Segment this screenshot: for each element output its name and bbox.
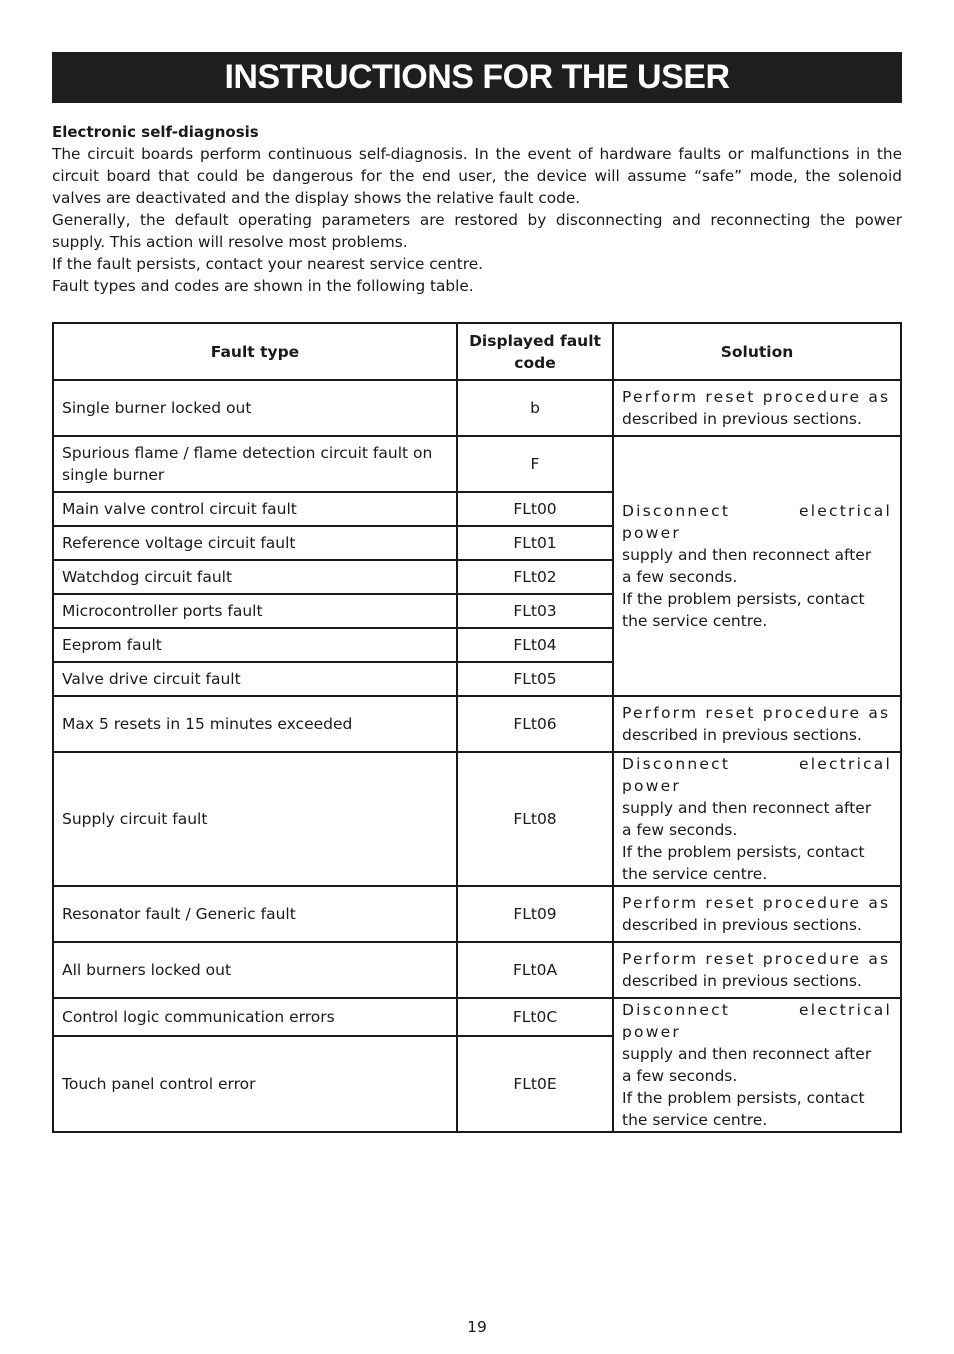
- solution-cell: [613, 696, 901, 752]
- solution-line: the service centre.: [622, 1111, 768, 1129]
- header-fault-type: Fault type: [53, 323, 457, 380]
- fault-type-cell: Supply circuit fault: [53, 752, 457, 886]
- table-row: [53, 436, 901, 492]
- fault-type-cell: Single burner locked out: [53, 380, 457, 436]
- solution-line: If the problem persists, contact: [622, 1089, 865, 1107]
- solution-line: Perform reset procedure as: [622, 950, 891, 968]
- solution-cell: [613, 998, 901, 1132]
- fault-type-cell: Valve drive circuit fault: [53, 662, 457, 696]
- solution-line: a few seconds.: [622, 568, 738, 586]
- fault-type-cell: Watchdog circuit fault: [53, 560, 457, 594]
- intro-paragraph-2: Generally, the default operating parameters are restored by disconnecting and reconnecting the power supply. This action will resolve most problems.: [52, 211, 902, 251]
- fault-code-cell: FLt04: [457, 628, 613, 662]
- fault-type-cell: Control logic communication errors: [53, 998, 457, 1036]
- section-heading: Electronic self-diagnosis: [52, 123, 259, 141]
- table-row: [53, 696, 901, 752]
- page-number: 19: [467, 1318, 487, 1336]
- fault-type-cell: Max 5 resets in 15 minutes exceeded: [53, 696, 457, 752]
- intro-paragraph-1: The circuit boards perform continuous self-diagnosis. In the event of hardware faults or malfunctions in the circuit board that could be dangerous for the end user, the device will assume “safe” mode, the solenoid valves are deactivated and the display shows the relative fault code.: [52, 145, 902, 207]
- fault-code-cell: FLt0E: [457, 1036, 613, 1132]
- solution-line: If the problem persists, contact: [622, 843, 865, 861]
- solution-line: described in previous sections.: [622, 972, 862, 990]
- fault-code-cell: F: [457, 436, 613, 492]
- solution-line: described in previous sections.: [622, 410, 862, 428]
- table-row: [53, 380, 901, 436]
- fault-code-cell: b: [457, 380, 613, 436]
- intro-paragraph-3: If the fault persists, contact your nearest service centre.: [52, 255, 484, 273]
- solution-cell: [613, 942, 901, 998]
- intro-section: [52, 121, 902, 297]
- fault-codes-table: [52, 322, 902, 1133]
- fault-code-cell: FLt00: [457, 492, 613, 526]
- fault-type-cell: Eeprom fault: [53, 628, 457, 662]
- fault-type-cell: Main valve control circuit fault: [53, 492, 457, 526]
- solution-cell: [613, 436, 901, 696]
- solution-line: Perform reset procedure as: [622, 388, 891, 406]
- solution-line: Disconnect electrical power: [622, 1001, 892, 1041]
- table-row: [53, 942, 901, 998]
- fault-code-cell: FLt01: [457, 526, 613, 560]
- solution-line: supply and then reconnect after: [622, 546, 872, 564]
- table-row: [53, 752, 901, 886]
- solution-line: described in previous sections.: [622, 916, 862, 934]
- fault-code-cell: FLt02: [457, 560, 613, 594]
- fault-code-cell: FLt03: [457, 594, 613, 628]
- solution-line: If the problem persists, contact: [622, 590, 865, 608]
- fault-type-cell: Microcontroller ports fault: [53, 594, 457, 628]
- fault-type-cell: Resonator fault / Generic fault: [53, 886, 457, 942]
- solution-line: a few seconds.: [622, 821, 738, 839]
- solution-line: supply and then reconnect after: [622, 799, 872, 817]
- fault-code-cell: FLt06: [457, 696, 613, 752]
- fault-code-cell: FLt05: [457, 662, 613, 696]
- solution-line: the service centre.: [622, 865, 768, 883]
- header-solution: Solution: [613, 323, 901, 380]
- fault-code-cell: FLt09: [457, 886, 613, 942]
- solution-line: supply and then reconnect after: [622, 1045, 872, 1063]
- fault-type-cell: Spurious flame / flame detection circuit fault on single burner: [53, 436, 457, 492]
- solution-cell: [613, 380, 901, 436]
- table-row: [53, 998, 901, 1036]
- solution-line: Disconnect electrical power: [622, 755, 892, 795]
- fault-type-cell: All burners locked out: [53, 942, 457, 998]
- table-header-row: [53, 323, 901, 380]
- solution-line: a few seconds.: [622, 1067, 738, 1085]
- fault-type-cell: Reference voltage circuit fault: [53, 526, 457, 560]
- fault-code-cell: FLt08: [457, 752, 613, 886]
- solution-cell: [613, 752, 901, 886]
- fault-type-cell: Touch panel control error: [53, 1036, 457, 1132]
- intro-paragraph-4: Fault types and codes are shown in the following table.: [52, 277, 474, 295]
- solution-line: the service centre.: [622, 612, 768, 630]
- solution-line: Perform reset procedure as: [622, 704, 891, 722]
- solution-cell: [613, 886, 901, 942]
- fault-code-cell: FLt0A: [457, 942, 613, 998]
- header-displayed-code: Displayed fault code: [457, 323, 613, 380]
- page-header-banner: [52, 52, 902, 103]
- page-title: INSTRUCTIONS FOR THE USER: [224, 58, 730, 96]
- table-row: [53, 886, 901, 942]
- solution-line: Disconnect electrical power: [622, 502, 892, 542]
- fault-code-cell: FLt0C: [457, 998, 613, 1036]
- solution-line: described in previous sections.: [622, 726, 862, 744]
- solution-line: Perform reset procedure as: [622, 894, 891, 912]
